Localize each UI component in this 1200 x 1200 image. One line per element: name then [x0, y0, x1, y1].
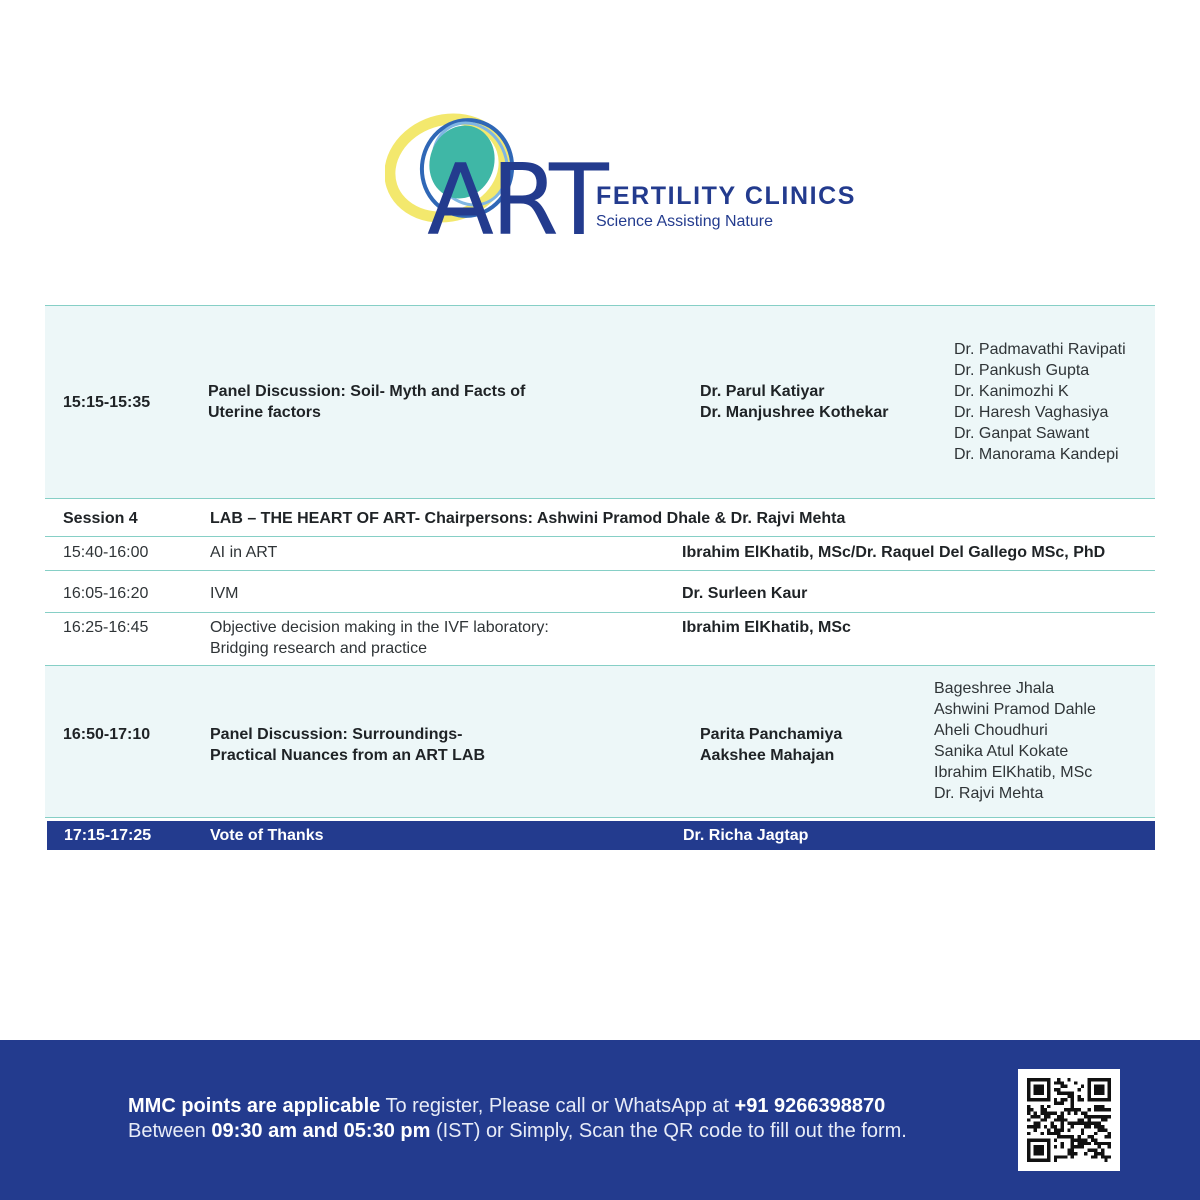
table-row-session-header — [45, 499, 1155, 537]
logo-tagline: Science Assisting Nature — [596, 213, 773, 230]
session-topic: Vote of Thanks — [210, 827, 324, 844]
phone-number[interactable]: +91 9266398870 — [734, 1095, 886, 1117]
registration-footer — [0, 1040, 1200, 1200]
table-row-vote-of-thanks — [47, 821, 1155, 850]
table-row — [45, 537, 1155, 571]
session-time: 16:05-16:20 — [63, 585, 149, 602]
registration-line-2: Between 09:30 am and 05:30 pm (IST) or Simply, Scan the QR code to fill out the form. — [128, 1120, 907, 1142]
session-label: Session 4 — [63, 510, 138, 527]
session-topic: AI in ART — [210, 544, 278, 561]
qr-code-icon[interactable] — [1018, 1069, 1120, 1171]
table-row — [45, 613, 1155, 666]
registration-line-1: MMC points are applicable To register, Please call or WhatsApp at +91 9266398870 — [128, 1095, 886, 1117]
registration-info — [128, 1094, 907, 1144]
session-time: 17:15-17:25 — [64, 827, 152, 844]
panelists: Dr. Padmavathi Ravipati Dr. Pankush Gupta Dr. Kanimozhi K Dr. Haresh Vaghasiya Dr. Ganpat Sawant Dr. Manorama Kandepi — [954, 341, 1126, 463]
speaker: Ibrahim ElKhatib, MSc/Dr. Raquel Del Gallego MSc, PhD — [682, 544, 1106, 561]
moderators: Dr. Parul Katiyar Dr. Manjushree Kothekar — [700, 383, 889, 421]
table-row-panel-2 — [45, 666, 1155, 818]
session-topic: Panel Discussion: Soil- Myth and Facts of Uterine factors — [208, 383, 526, 421]
session-title: LAB – THE HEART OF ART- Chairpersons: Ashwini Pramod Dhale & Dr. Rajvi Mehta — [210, 510, 846, 527]
session-time: 16:25-16:45 — [63, 619, 149, 636]
session-topic: IVM — [210, 585, 239, 602]
speaker: Dr. Richa Jagtap — [683, 827, 809, 844]
moderators: Parita Panchamiya Aakshee Mahajan — [700, 726, 843, 764]
session-topic: Panel Discussion: Surroundings- Practical Nuances from an ART LAB — [210, 726, 486, 764]
art-fertility-logo — [385, 110, 857, 258]
logo-clinic-name: FERTILITY CLINICS — [596, 182, 857, 210]
schedule-table — [45, 305, 1155, 850]
speaker: Dr. Surleen Kaur — [682, 585, 808, 602]
table-row-panel-1 — [45, 305, 1155, 499]
session-topic: Objective decision making in the IVF laboratory: Bridging research and practice — [210, 619, 549, 657]
table-row — [45, 571, 1155, 613]
session-time: 15:40-16:00 — [63, 544, 149, 561]
session-time: 16:50-17:10 — [63, 726, 151, 743]
panelists: Bageshree Jhala Ashwini Pramod Dahle Aheli Choudhuri Sanika Atul Kokate Ibrahim ElKhatib, MSc Dr. Rajvi Mehta — [934, 680, 1096, 802]
qr-code-graphic — [1027, 1078, 1111, 1162]
speaker: Ibrahim ElKhatib, MSc — [682, 619, 851, 636]
logo-art-text: ART — [427, 144, 606, 258]
session-time: 15:15-15:35 — [63, 394, 151, 411]
